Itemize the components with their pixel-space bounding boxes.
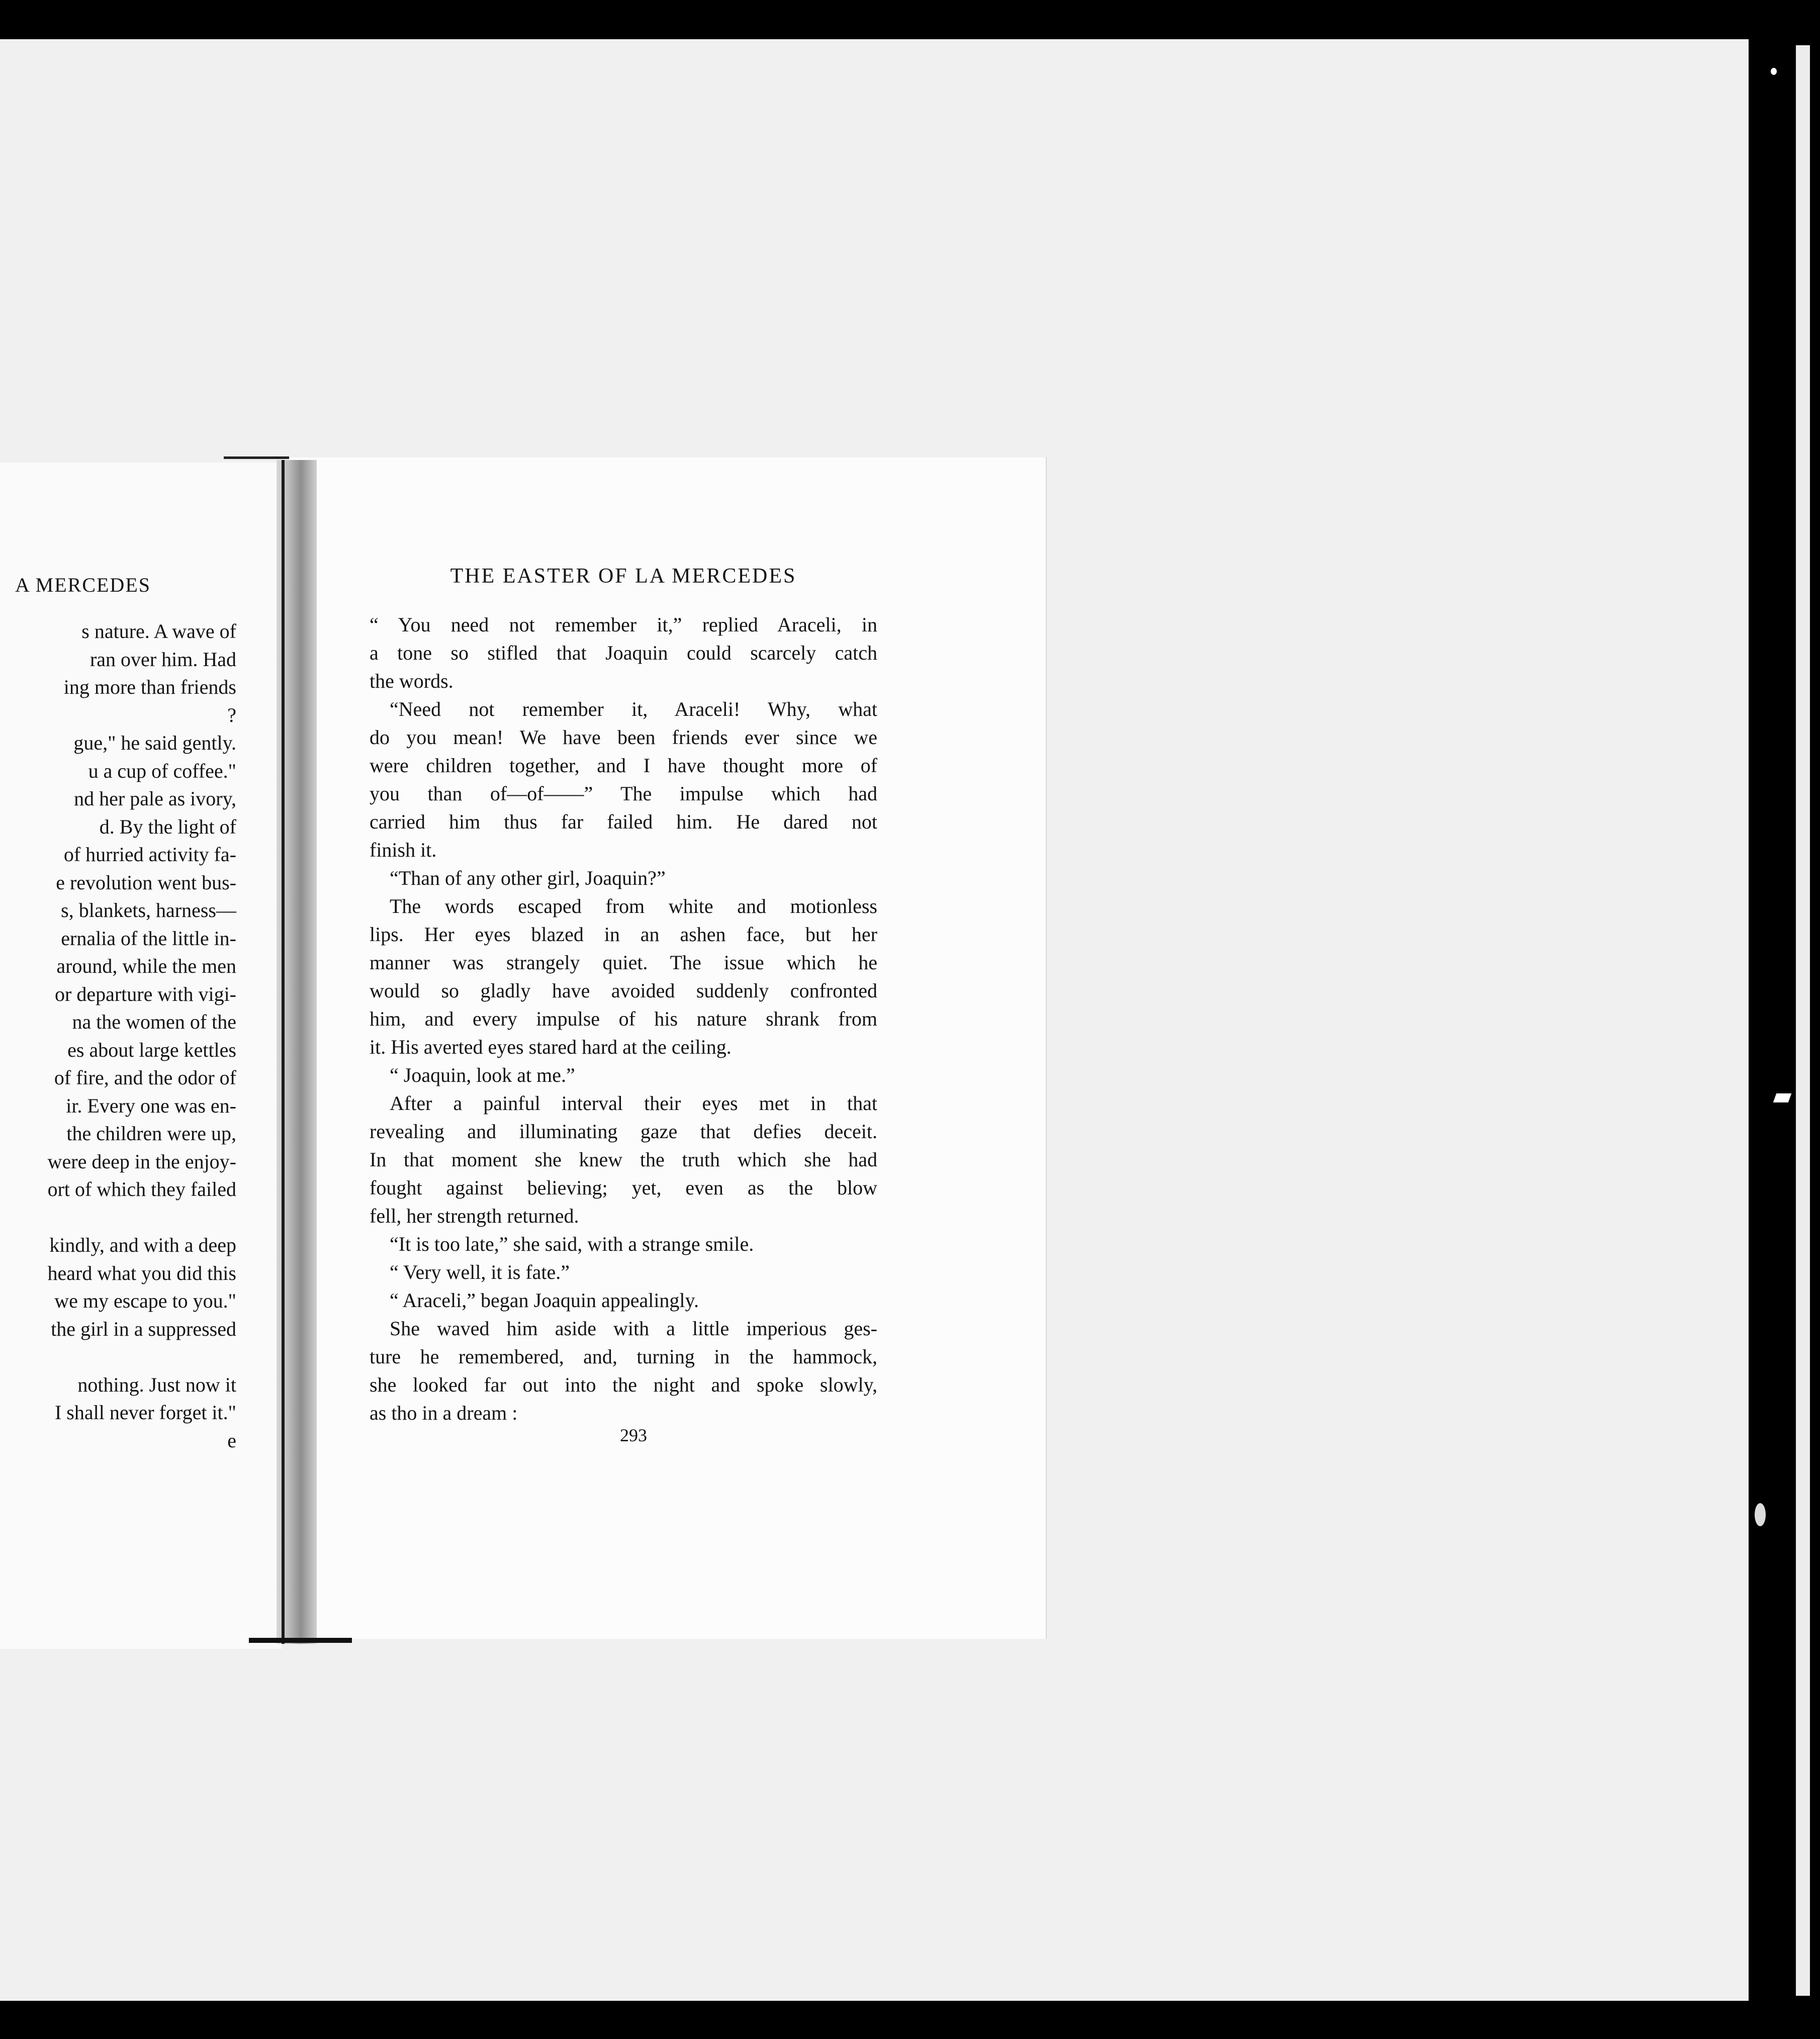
right-text-line: she looked far out into the night and spoke slowly,: [370, 1373, 877, 1396]
right-text-line: manner was strangely quiet. The issue which he: [370, 951, 877, 974]
left-text-line: I shall never forget it.": [54, 1401, 236, 1424]
left-text-line: kindly, and with a deep: [49, 1234, 236, 1256]
spine-gutter-line: [282, 460, 285, 1644]
left-text-line: ing more than friends: [63, 676, 236, 698]
left-running-head: A MERCEDES: [15, 574, 151, 596]
left-text-line: heard what you did this: [47, 1261, 236, 1284]
film-border-bottom: [0, 2001, 1820, 2039]
left-text-line: es about large kettles: [67, 1038, 236, 1061]
right-text-line: “Need not remember it, Araceli! Why, what: [390, 698, 877, 720]
right-text-line: “It is too late,” she said, with a strange smile.: [390, 1233, 754, 1255]
left-text-line: ir. Every one was en-: [66, 1094, 236, 1117]
right-text-line: “ Very well, it is fate.”: [390, 1261, 570, 1283]
right-text-line: “Than of any other girl, Joaquin?”: [390, 867, 666, 889]
left-text-line: or departure with vigi-: [55, 982, 236, 1005]
left-text-line: the girl in a suppressed: [51, 1317, 236, 1340]
left-text-line: nd her pale as ivory,: [74, 787, 236, 810]
right-text-line: “ You need not remember it,” replied Araceli, in: [370, 613, 877, 636]
right-text-line: “ Araceli,” began Joaquin appealingly.: [390, 1289, 699, 1312]
left-text-line: we my escape to you.": [54, 1289, 236, 1312]
right-running-head: THE EASTER OF LA MERCEDES: [450, 565, 797, 588]
left-text-line: na the women of the: [72, 1010, 236, 1033]
left-page-text: [0, 617, 236, 1454]
film-speck: [1755, 1503, 1766, 1526]
spine-head-mark: [224, 456, 289, 459]
left-text-line: ?: [227, 703, 236, 726]
left-text-line: [0, 1203, 236, 1232]
right-text-line: as tho in a dream :: [370, 1402, 518, 1424]
left-text-line: e: [227, 1429, 236, 1452]
left-text-line: were deep in the enjoy-: [47, 1150, 236, 1173]
left-text-line: s, blankets, harness—: [61, 899, 236, 921]
right-text-line: the words.: [370, 670, 453, 692]
right-text-line: you than of—of——” The impulse which had: [370, 782, 877, 805]
left-text-line: ort of which they failed: [47, 1178, 236, 1200]
right-text-line: She waved him aside with a little imperious ges-: [390, 1317, 877, 1340]
right-text-line: him, and every impulse of his nature shrank from: [370, 1007, 877, 1030]
right-text-line: a tone so stifled that Joaquin could scarcely catch: [370, 641, 877, 664]
right-text-line: were children together, and I have thought more of: [370, 754, 877, 777]
spine-foot-mark: [249, 1638, 352, 1643]
left-text-line: nothing. Just now it: [77, 1373, 236, 1396]
right-text-line: revealing and illuminating gaze that defies deceit.: [370, 1120, 877, 1143]
left-text-line: d. By the light of: [99, 815, 236, 838]
right-text-line: fell, her strength returned.: [370, 1204, 579, 1227]
right-text-line: In that moment she knew the truth which she had: [370, 1148, 877, 1171]
right-text-line: it. His averted eyes stared hard at the ceiling.: [370, 1036, 732, 1058]
left-text-line: ran over him. Had: [89, 647, 236, 671]
right-text-line: do you mean! We have been friends ever since we: [370, 726, 877, 749]
left-text-line: [0, 1343, 236, 1371]
right-text-line: finish it.: [370, 839, 437, 861]
right-text-line: After a painful interval their eyes met in that: [390, 1092, 877, 1115]
left-text-line: of hurried activity fa-: [63, 843, 236, 866]
film-border-top: [0, 0, 1820, 39]
right-text-line: fought against believing; yet, even as the blow: [370, 1176, 877, 1199]
right-text-line: lips. Her eyes blazed in an ashen face, but her: [370, 923, 877, 946]
right-text-line: ture he remembered, and, turning in the hammock,: [370, 1345, 877, 1368]
film-speck: [1771, 68, 1777, 75]
right-text-line: The words escaped from white and motionless: [390, 895, 877, 917]
left-text-line: e revolution went bus-: [56, 871, 236, 894]
film-border-right-strip: [1796, 45, 1810, 1996]
right-text-line: “ Joaquin, look at me.”: [390, 1064, 575, 1086]
right-text-line: carried him thus far failed him. He dared not: [370, 810, 877, 833]
left-text-line: of fire, and the odor of: [54, 1066, 236, 1089]
left-text-line: around, while the men: [56, 955, 236, 977]
left-text-line: u a cup of coffee.": [88, 759, 236, 782]
left-text-line: s nature. A wave of: [81, 620, 236, 642]
right-page-text: [370, 611, 877, 1427]
right-text-line: would so gladly have avoided suddenly confronted: [370, 979, 877, 1002]
left-text-line: gue," he said gently.: [73, 731, 236, 754]
page-number: 293: [620, 1425, 647, 1445]
left-text-line: the children were up,: [66, 1122, 236, 1145]
left-text-line: ernalia of the little in-: [61, 926, 236, 950]
